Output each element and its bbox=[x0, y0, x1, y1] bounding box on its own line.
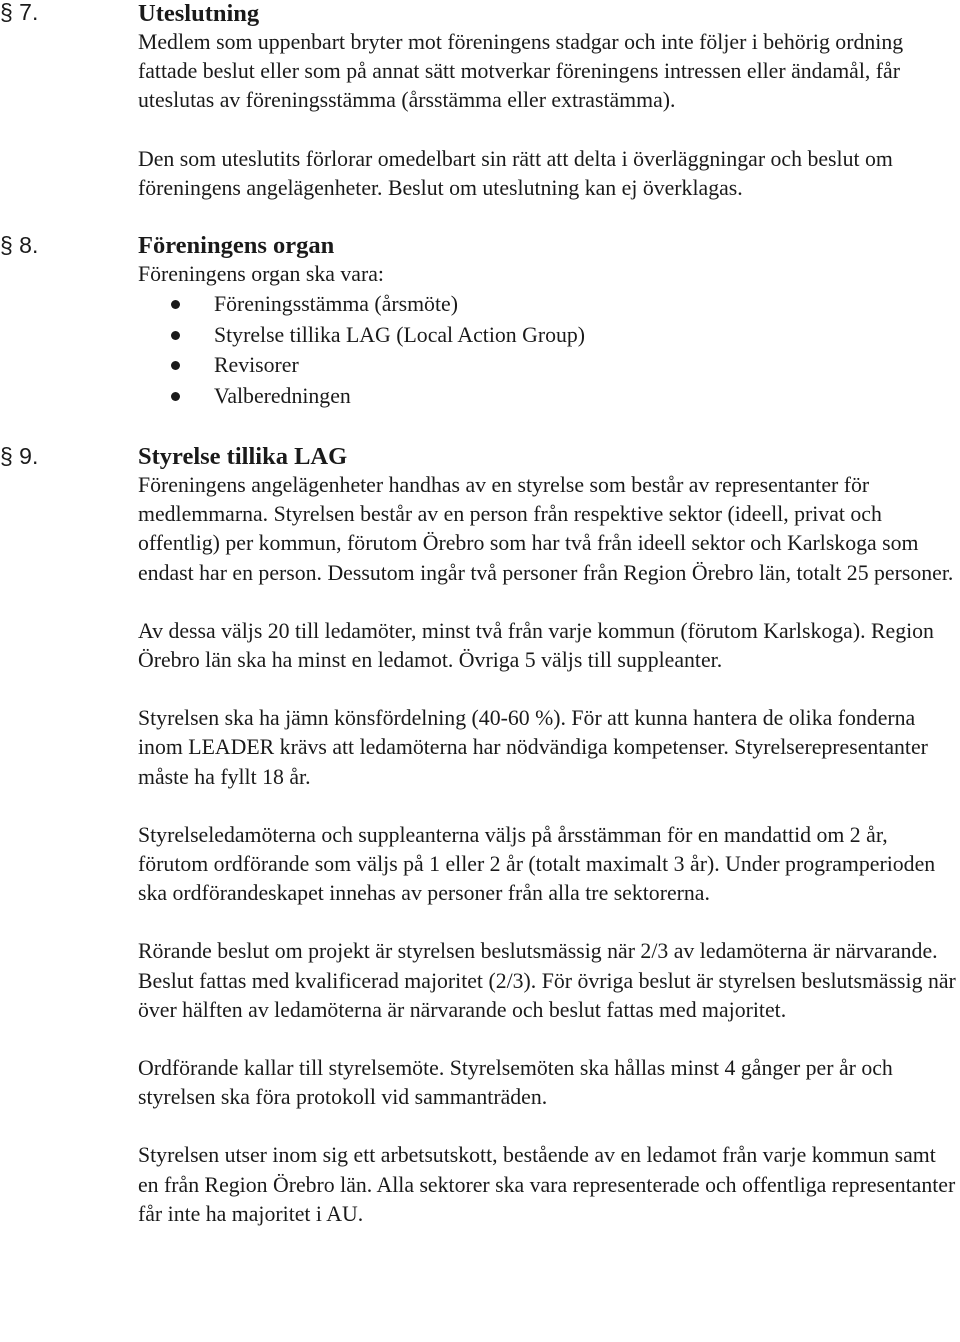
bullet-icon bbox=[171, 392, 180, 401]
section-number: § 8. bbox=[0, 232, 39, 258]
list-item: Föreningsstämma (årsmöte) bbox=[138, 289, 960, 320]
paragraph: Den som uteslutits förlorar omedelbart sin rätt att delta i överläggningar och beslut om föreningens angelägenheter. Beslut om uteslutning kan ej överklagas. bbox=[138, 146, 893, 200]
paragraph: Styrelseledamöterna och suppleanterna väljs på årsstämman för en mandattid om 2 år, förutom ordförande som väljs på 1 eller 2 år (totalt maximalt 3 år). Under programperioden ska ordförandeskapet innehas av personer från alla tre sektorerna. bbox=[138, 822, 936, 906]
list-item: Styrelse tillika LAG (Local Action Group) bbox=[138, 320, 960, 351]
paragraph: Av dessa väljs 20 till ledamöter, minst två från varje kommun (förutom Karlskoga). Region Örebro län ska ha minst en ledamot. Övriga 5 väljs till suppleanter. bbox=[138, 618, 934, 673]
paragraph: Föreningens angelägenheter handhas av en styrelse som består av representanter för medlemmarna. Styrelsen består av en person från respektive sektor (ideell, privat och offentlig) per kommun, förutom Örebro som har två från ideell sektor och Karlskoga som endast har en person. Dessutom ingår två personer från Region Örebro län, totalt 25 personer. bbox=[138, 473, 954, 585]
section-title: Styrelse tillika LAG bbox=[138, 443, 348, 470]
section-title: Föreningens organ bbox=[138, 232, 335, 259]
paragraph: Rörande beslut om projekt är styrelsen beslutsmässig när 2/3 av ledamöterna är närvarande. Beslut fattas med kvalificerad majoritet (2/3). För övriga beslut är styrelsen beslutsmässig när över hälften av ledamöterna är närvarande och beslut fattas med majoritet. bbox=[138, 939, 956, 1022]
section-title: Uteslutning bbox=[138, 0, 260, 27]
paragraph: Styrelsen ska ha jämn könsfördelning (40-60 %). För att kunna hantera de olika fonderna inom LEADER krävs att ledamöterna har nödvändiga kompetenser. Styrelserepresentanter måste ha fyllt 18 år. bbox=[138, 706, 928, 789]
paragraph: Medlem som uppenbart bryter mot föreningens stadgar och inte följer i behörig ordning fattade beslut eller som på annat sätt motverkar föreningens intressen eller ändamål, får uteslutas av föreningsstämma (årsstämma eller extrastämma). bbox=[138, 30, 904, 113]
paragraph: Styrelsen utser inom sig ett arbetsutskott, bestående av en ledamot från varje kommun samt en från Region Örebro län. Alla sektorer ska vara representerade och offentliga representanter får inte ha majoritet i AU. bbox=[138, 1143, 956, 1226]
bullet-icon bbox=[171, 300, 180, 309]
section-number: § 7. bbox=[0, 0, 39, 25]
paragraph: Ordförande kallar till styrelsemöte. Styrelsemöten ska hållas minst 4 gånger per år och styrelsen ska föra protokoll vid sammanträden. bbox=[138, 1056, 893, 1110]
section-number: § 9. bbox=[0, 443, 39, 469]
bullet-icon bbox=[171, 331, 180, 340]
paragraph: Föreningens organ ska vara: bbox=[138, 262, 384, 286]
bullet-icon bbox=[171, 361, 180, 370]
list-item: Valberedningen bbox=[138, 381, 960, 412]
organ-list bbox=[138, 289, 960, 411]
list-item: Revisorer bbox=[138, 350, 960, 381]
